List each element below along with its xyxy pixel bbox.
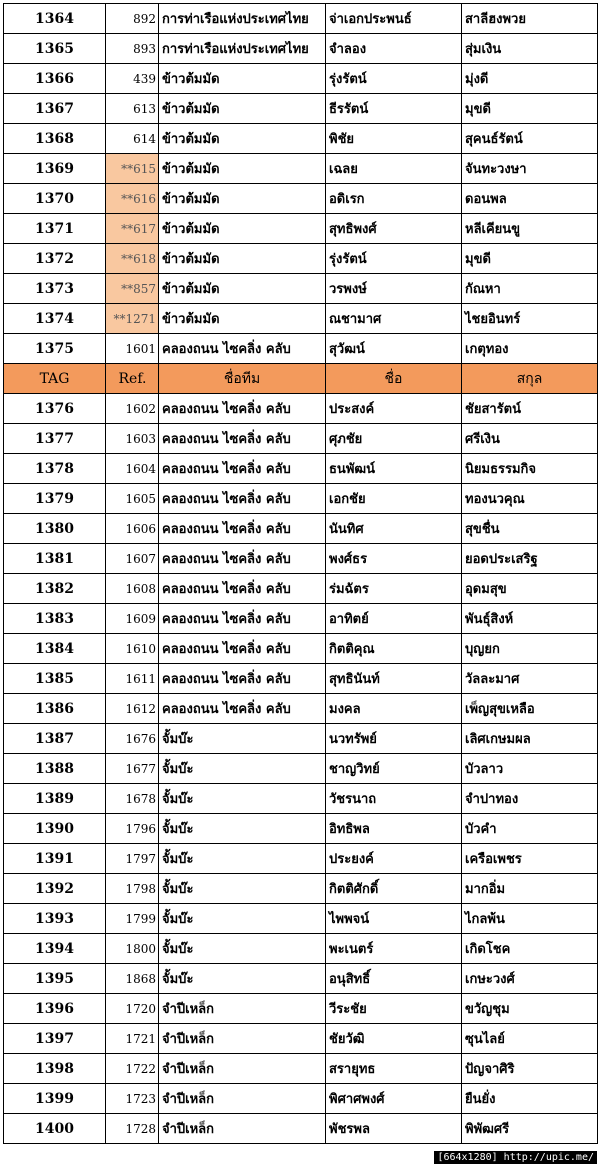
last-name-cell: สุขชื่น: [462, 514, 598, 544]
tag-cell: 1381: [4, 544, 106, 574]
table-body-bottom: [4, 394, 598, 1144]
tag-cell: 1385: [4, 664, 106, 694]
last-name-cell: ไกลพ้น: [462, 904, 598, 934]
team-cell: ข้าวต้มมัด: [159, 124, 326, 154]
first-name-cell: อนุสิทธิ์: [326, 964, 462, 994]
last-name-cell: จำปาทอง: [462, 784, 598, 814]
ref-cell: 1609: [106, 604, 159, 634]
first-name-cell: รุ่งรัตน์: [326, 64, 462, 94]
ref-cell: 1605: [106, 484, 159, 514]
tag-cell: 1372: [4, 244, 106, 274]
team-cell: ข้าวต้มมัด: [159, 154, 326, 184]
tag-cell: 1379: [4, 484, 106, 514]
ref-cell: 1800: [106, 934, 159, 964]
first-name-cell: สุทธิพงศ์: [326, 214, 462, 244]
ref-cell: 1612: [106, 694, 159, 724]
tag-cell: 1389: [4, 784, 106, 814]
last-name-cell: พิพัฒศรี: [462, 1114, 598, 1144]
first-name-cell: กิตติศักดิ์: [326, 874, 462, 904]
team-cell: ข้าวต้มมัด: [159, 94, 326, 124]
team-cell: จำปีเหล็ก: [159, 1054, 326, 1084]
ref-cell: 1723: [106, 1084, 159, 1114]
ref-cell: 1603: [106, 424, 159, 454]
ref-cell: 1722: [106, 1054, 159, 1084]
last-name-cell: มุขดี: [462, 94, 598, 124]
last-name-cell: หลีเคียนขู: [462, 214, 598, 244]
team-cell: จำปีเหล็ก: [159, 1024, 326, 1054]
table-row: [4, 244, 598, 274]
table-row: [4, 1084, 598, 1114]
team-cell: คลองถนน ไซคลิ่ง คลับ: [159, 334, 326, 364]
ref-cell: **618: [106, 244, 159, 274]
tag-cell: 1365: [4, 34, 106, 64]
header-row: [4, 364, 598, 394]
team-cell: คลองถนน ไซคลิ่ง คลับ: [159, 514, 326, 544]
last-name-cell: มากอิ่ม: [462, 874, 598, 904]
ref-cell: **616: [106, 184, 159, 214]
table-row: [4, 94, 598, 124]
team-cell: คลองถนน ไซคลิ่ง คลับ: [159, 664, 326, 694]
header-ref: Ref.: [106, 364, 159, 394]
tag-cell: 1369: [4, 154, 106, 184]
table-row: [4, 184, 598, 214]
team-cell: คลองถนน ไซคลิ่ง คลับ: [159, 454, 326, 484]
tag-cell: 1375: [4, 334, 106, 364]
team-cell: จั้มบ๊ะ: [159, 754, 326, 784]
team-cell: คลองถนน ไซคลิ่ง คลับ: [159, 544, 326, 574]
ref-cell: 1868: [106, 964, 159, 994]
last-name-cell: พันธุ์สิงห์: [462, 604, 598, 634]
first-name-cell: ประสงค์: [326, 394, 462, 424]
table-row: [4, 634, 598, 664]
first-name-cell: พะเนตร์: [326, 934, 462, 964]
table-row: [4, 934, 598, 964]
last-name-cell: สุ่มเงิน: [462, 34, 598, 64]
last-name-cell: มุขดี: [462, 244, 598, 274]
team-cell: คลองถนน ไซคลิ่ง คลับ: [159, 634, 326, 664]
table-row: [4, 154, 598, 184]
first-name-cell: สุทธินันท์: [326, 664, 462, 694]
first-name-cell: ชาญวิทย์: [326, 754, 462, 784]
last-name-cell: ปัญจาศิริ: [462, 1054, 598, 1084]
first-name-cell: รุ่งรัตน์: [326, 244, 462, 274]
team-cell: ข้าวต้มมัด: [159, 304, 326, 334]
last-name-cell: จันทะวงษา: [462, 154, 598, 184]
tag-cell: 1370: [4, 184, 106, 214]
team-cell: ข้าวต้มมัด: [159, 244, 326, 274]
table-row: [4, 1114, 598, 1144]
team-cell: คลองถนน ไซคลิ่ง คลับ: [159, 424, 326, 454]
tag-cell: 1397: [4, 1024, 106, 1054]
tag-cell: 1396: [4, 994, 106, 1024]
ref-cell: 1798: [106, 874, 159, 904]
team-cell: ข้าวต้มมัด: [159, 274, 326, 304]
header-first-name: ชื่อ: [326, 364, 462, 394]
last-name-cell: ไชยอินทร์: [462, 304, 598, 334]
first-name-cell: ณชามาศ: [326, 304, 462, 334]
tag-cell: 1399: [4, 1084, 106, 1114]
last-name-cell: เครือเพชร: [462, 844, 598, 874]
team-cell: จั้มบ๊ะ: [159, 814, 326, 844]
table-row: [4, 514, 598, 544]
tag-cell: 1383: [4, 604, 106, 634]
first-name-cell: อดิเรก: [326, 184, 462, 214]
last-name-cell: กัณหา: [462, 274, 598, 304]
first-name-cell: อิทธิพล: [326, 814, 462, 844]
last-name-cell: เกษะวงศ์: [462, 964, 598, 994]
first-name-cell: กิตติคุณ: [326, 634, 462, 664]
ref-cell: 1607: [106, 544, 159, 574]
first-name-cell: จ่าเอกประพนธ์: [326, 4, 462, 34]
tag-cell: 1368: [4, 124, 106, 154]
table-row: [4, 874, 598, 904]
first-name-cell: พัชรพล: [326, 1114, 462, 1144]
ref-cell: 1604: [106, 454, 159, 484]
last-name-cell: ยืนยั่ง: [462, 1084, 598, 1114]
table-row: [4, 844, 598, 874]
tag-cell: 1373: [4, 274, 106, 304]
tag-cell: 1366: [4, 64, 106, 94]
ref-cell: 1728: [106, 1114, 159, 1144]
tag-cell: 1388: [4, 754, 106, 784]
first-name-cell: นวทรัพย์: [326, 724, 462, 754]
tag-cell: 1390: [4, 814, 106, 844]
ref-cell: 1601: [106, 334, 159, 364]
last-name-cell: ยอดประเสริฐ: [462, 544, 598, 574]
first-name-cell: อาทิตย์: [326, 604, 462, 634]
table-row: [4, 454, 598, 484]
team-cell: จั้มบ๊ะ: [159, 934, 326, 964]
table-row: [4, 424, 598, 454]
table-row: [4, 1054, 598, 1084]
last-name-cell: ชัยสารัตน์: [462, 394, 598, 424]
tag-cell: 1364: [4, 4, 106, 34]
team-cell: จั้มบ๊ะ: [159, 874, 326, 904]
ref-cell: 1796: [106, 814, 159, 844]
ref-cell: 1797: [106, 844, 159, 874]
ref-cell: 1606: [106, 514, 159, 544]
table-row: [4, 1024, 598, 1054]
first-name-cell: พิชัย: [326, 124, 462, 154]
last-name-cell: ขวัญชุม: [462, 994, 598, 1024]
team-cell: จั้มบ๊ะ: [159, 784, 326, 814]
first-name-cell: วัชรนาถ: [326, 784, 462, 814]
ref-cell: 1720: [106, 994, 159, 1024]
table-row: [4, 904, 598, 934]
team-cell: จั้มบ๊ะ: [159, 904, 326, 934]
ref-cell: 1799: [106, 904, 159, 934]
tag-cell: 1380: [4, 514, 106, 544]
first-name-cell: ไพพจน์: [326, 904, 462, 934]
team-cell: ข้าวต้มมัด: [159, 64, 326, 94]
first-name-cell: ประยงค์: [326, 844, 462, 874]
ref-cell: 1608: [106, 574, 159, 604]
last-name-cell: บุญยก: [462, 634, 598, 664]
ref-cell: 893: [106, 34, 159, 64]
table-row: [4, 34, 598, 64]
first-name-cell: เอกชัย: [326, 484, 462, 514]
tag-cell: 1391: [4, 844, 106, 874]
ref-cell: 614: [106, 124, 159, 154]
team-cell: คลองถนน ไซคลิ่ง คลับ: [159, 394, 326, 424]
table-body-top: [4, 4, 598, 364]
tag-cell: 1374: [4, 304, 106, 334]
tag-cell: 1377: [4, 424, 106, 454]
tag-cell: 1378: [4, 454, 106, 484]
ref-cell: 1721: [106, 1024, 159, 1054]
ref-cell: 1676: [106, 724, 159, 754]
team-cell: จั้มบ๊ะ: [159, 964, 326, 994]
first-name-cell: วรพงษ์: [326, 274, 462, 304]
ref-cell: **615: [106, 154, 159, 184]
ref-cell: 1678: [106, 784, 159, 814]
table-row: [4, 394, 598, 424]
ref-cell: 1677: [106, 754, 159, 784]
first-name-cell: ธนพัฒน์: [326, 454, 462, 484]
table-row: [4, 814, 598, 844]
team-cell: คลองถนน ไซคลิ่ง คลับ: [159, 574, 326, 604]
first-name-cell: เฉลย: [326, 154, 462, 184]
first-name-cell: ร่มฉัตร: [326, 574, 462, 604]
first-name-cell: พงศ์ธร: [326, 544, 462, 574]
last-name-cell: ทองนวคุณ: [462, 484, 598, 514]
team-cell: ข้าวต้มมัด: [159, 184, 326, 214]
tag-cell: 1398: [4, 1054, 106, 1084]
ref-cell: 1611: [106, 664, 159, 694]
tag-cell: 1384: [4, 634, 106, 664]
tag-cell: 1387: [4, 724, 106, 754]
table-row: [4, 274, 598, 304]
table-row: [4, 484, 598, 514]
header-tag: TAG: [4, 364, 106, 394]
table-row: [4, 304, 598, 334]
ref-cell: **617: [106, 214, 159, 244]
tag-cell: 1395: [4, 964, 106, 994]
tag-cell: 1400: [4, 1114, 106, 1144]
tag-cell: 1394: [4, 934, 106, 964]
first-name-cell: ศุภชัย: [326, 424, 462, 454]
last-name-cell: สาลีฮงพวย: [462, 4, 598, 34]
first-name-cell: พิศาศพงศ์: [326, 1084, 462, 1114]
team-cell: การท่าเรือแห่งประเทศไทย: [159, 4, 326, 34]
team-cell: จำปีเหล็ก: [159, 994, 326, 1024]
table-row: [4, 604, 598, 634]
header-last-name: สกุล: [462, 364, 598, 394]
table-row: [4, 754, 598, 784]
last-name-cell: มุ่งดี: [462, 64, 598, 94]
tag-cell: 1367: [4, 94, 106, 124]
last-name-cell: บัวคำ: [462, 814, 598, 844]
table-row: [4, 694, 598, 724]
table-row: [4, 964, 598, 994]
tag-cell: 1386: [4, 694, 106, 724]
last-name-cell: เกิดโชค: [462, 934, 598, 964]
ref-cell: 439: [106, 64, 159, 94]
ref-cell: **1271: [106, 304, 159, 334]
image-host-footer: [664x1280] http://upic.me/: [434, 1151, 597, 1164]
tag-cell: 1393: [4, 904, 106, 934]
tag-cell: 1382: [4, 574, 106, 604]
last-name-cell: นิยมธรรมกิจ: [462, 454, 598, 484]
table-row: [4, 124, 598, 154]
ref-cell: 613: [106, 94, 159, 124]
last-name-cell: อุดมสุข: [462, 574, 598, 604]
last-name-cell: ซุนไลย์: [462, 1024, 598, 1054]
table-row: [4, 334, 598, 364]
team-cell: จั้มบ๊ะ: [159, 724, 326, 754]
table-row: [4, 214, 598, 244]
last-name-cell: เกตุทอง: [462, 334, 598, 364]
ref-cell: 1610: [106, 634, 159, 664]
table-row: [4, 994, 598, 1024]
last-name-cell: เพ็ญสุขเหลือ: [462, 694, 598, 724]
table-row: [4, 4, 598, 34]
ref-cell: 1602: [106, 394, 159, 424]
last-name-cell: บัวลาว: [462, 754, 598, 784]
last-name-cell: วัลละมาศ: [462, 664, 598, 694]
table-row: [4, 664, 598, 694]
team-cell: จำปีเหล็ก: [159, 1084, 326, 1114]
table-header: [4, 364, 598, 394]
header-team: ชื่อทีม: [159, 364, 326, 394]
last-name-cell: ศรีเงิน: [462, 424, 598, 454]
table-row: [4, 724, 598, 754]
ref-cell: **857: [106, 274, 159, 304]
table-row: [4, 64, 598, 94]
first-name-cell: ธีรรัตน์: [326, 94, 462, 124]
first-name-cell: สุวัฒน์: [326, 334, 462, 364]
team-cell: คลองถนน ไซคลิ่ง คลับ: [159, 484, 326, 514]
ref-cell: 892: [106, 4, 159, 34]
table-row: [4, 544, 598, 574]
tag-cell: 1392: [4, 874, 106, 904]
first-name-cell: ชัยวัฒิ: [326, 1024, 462, 1054]
first-name-cell: สรายุทธ: [326, 1054, 462, 1084]
table-row: [4, 574, 598, 604]
last-name-cell: เลิศเกษมผล: [462, 724, 598, 754]
registration-table: [3, 3, 598, 1144]
team-cell: การท่าเรือแห่งประเทศไทย: [159, 34, 326, 64]
registration-sheet: [3, 3, 597, 1144]
first-name-cell: วีระชัย: [326, 994, 462, 1024]
tag-cell: 1371: [4, 214, 106, 244]
first-name-cell: จำลอง: [326, 34, 462, 64]
team-cell: จั้มบ๊ะ: [159, 844, 326, 874]
tag-cell: 1376: [4, 394, 106, 424]
last-name-cell: ดอนพล: [462, 184, 598, 214]
last-name-cell: สุคนธ์รัตน์: [462, 124, 598, 154]
team-cell: คลองถนน ไซคลิ่ง คลับ: [159, 694, 326, 724]
first-name-cell: มงคล: [326, 694, 462, 724]
first-name-cell: นันทิศ: [326, 514, 462, 544]
team-cell: จำปีเหล็ก: [159, 1114, 326, 1144]
team-cell: ข้าวต้มมัด: [159, 214, 326, 244]
table-row: [4, 784, 598, 814]
team-cell: คลองถนน ไซคลิ่ง คลับ: [159, 604, 326, 634]
